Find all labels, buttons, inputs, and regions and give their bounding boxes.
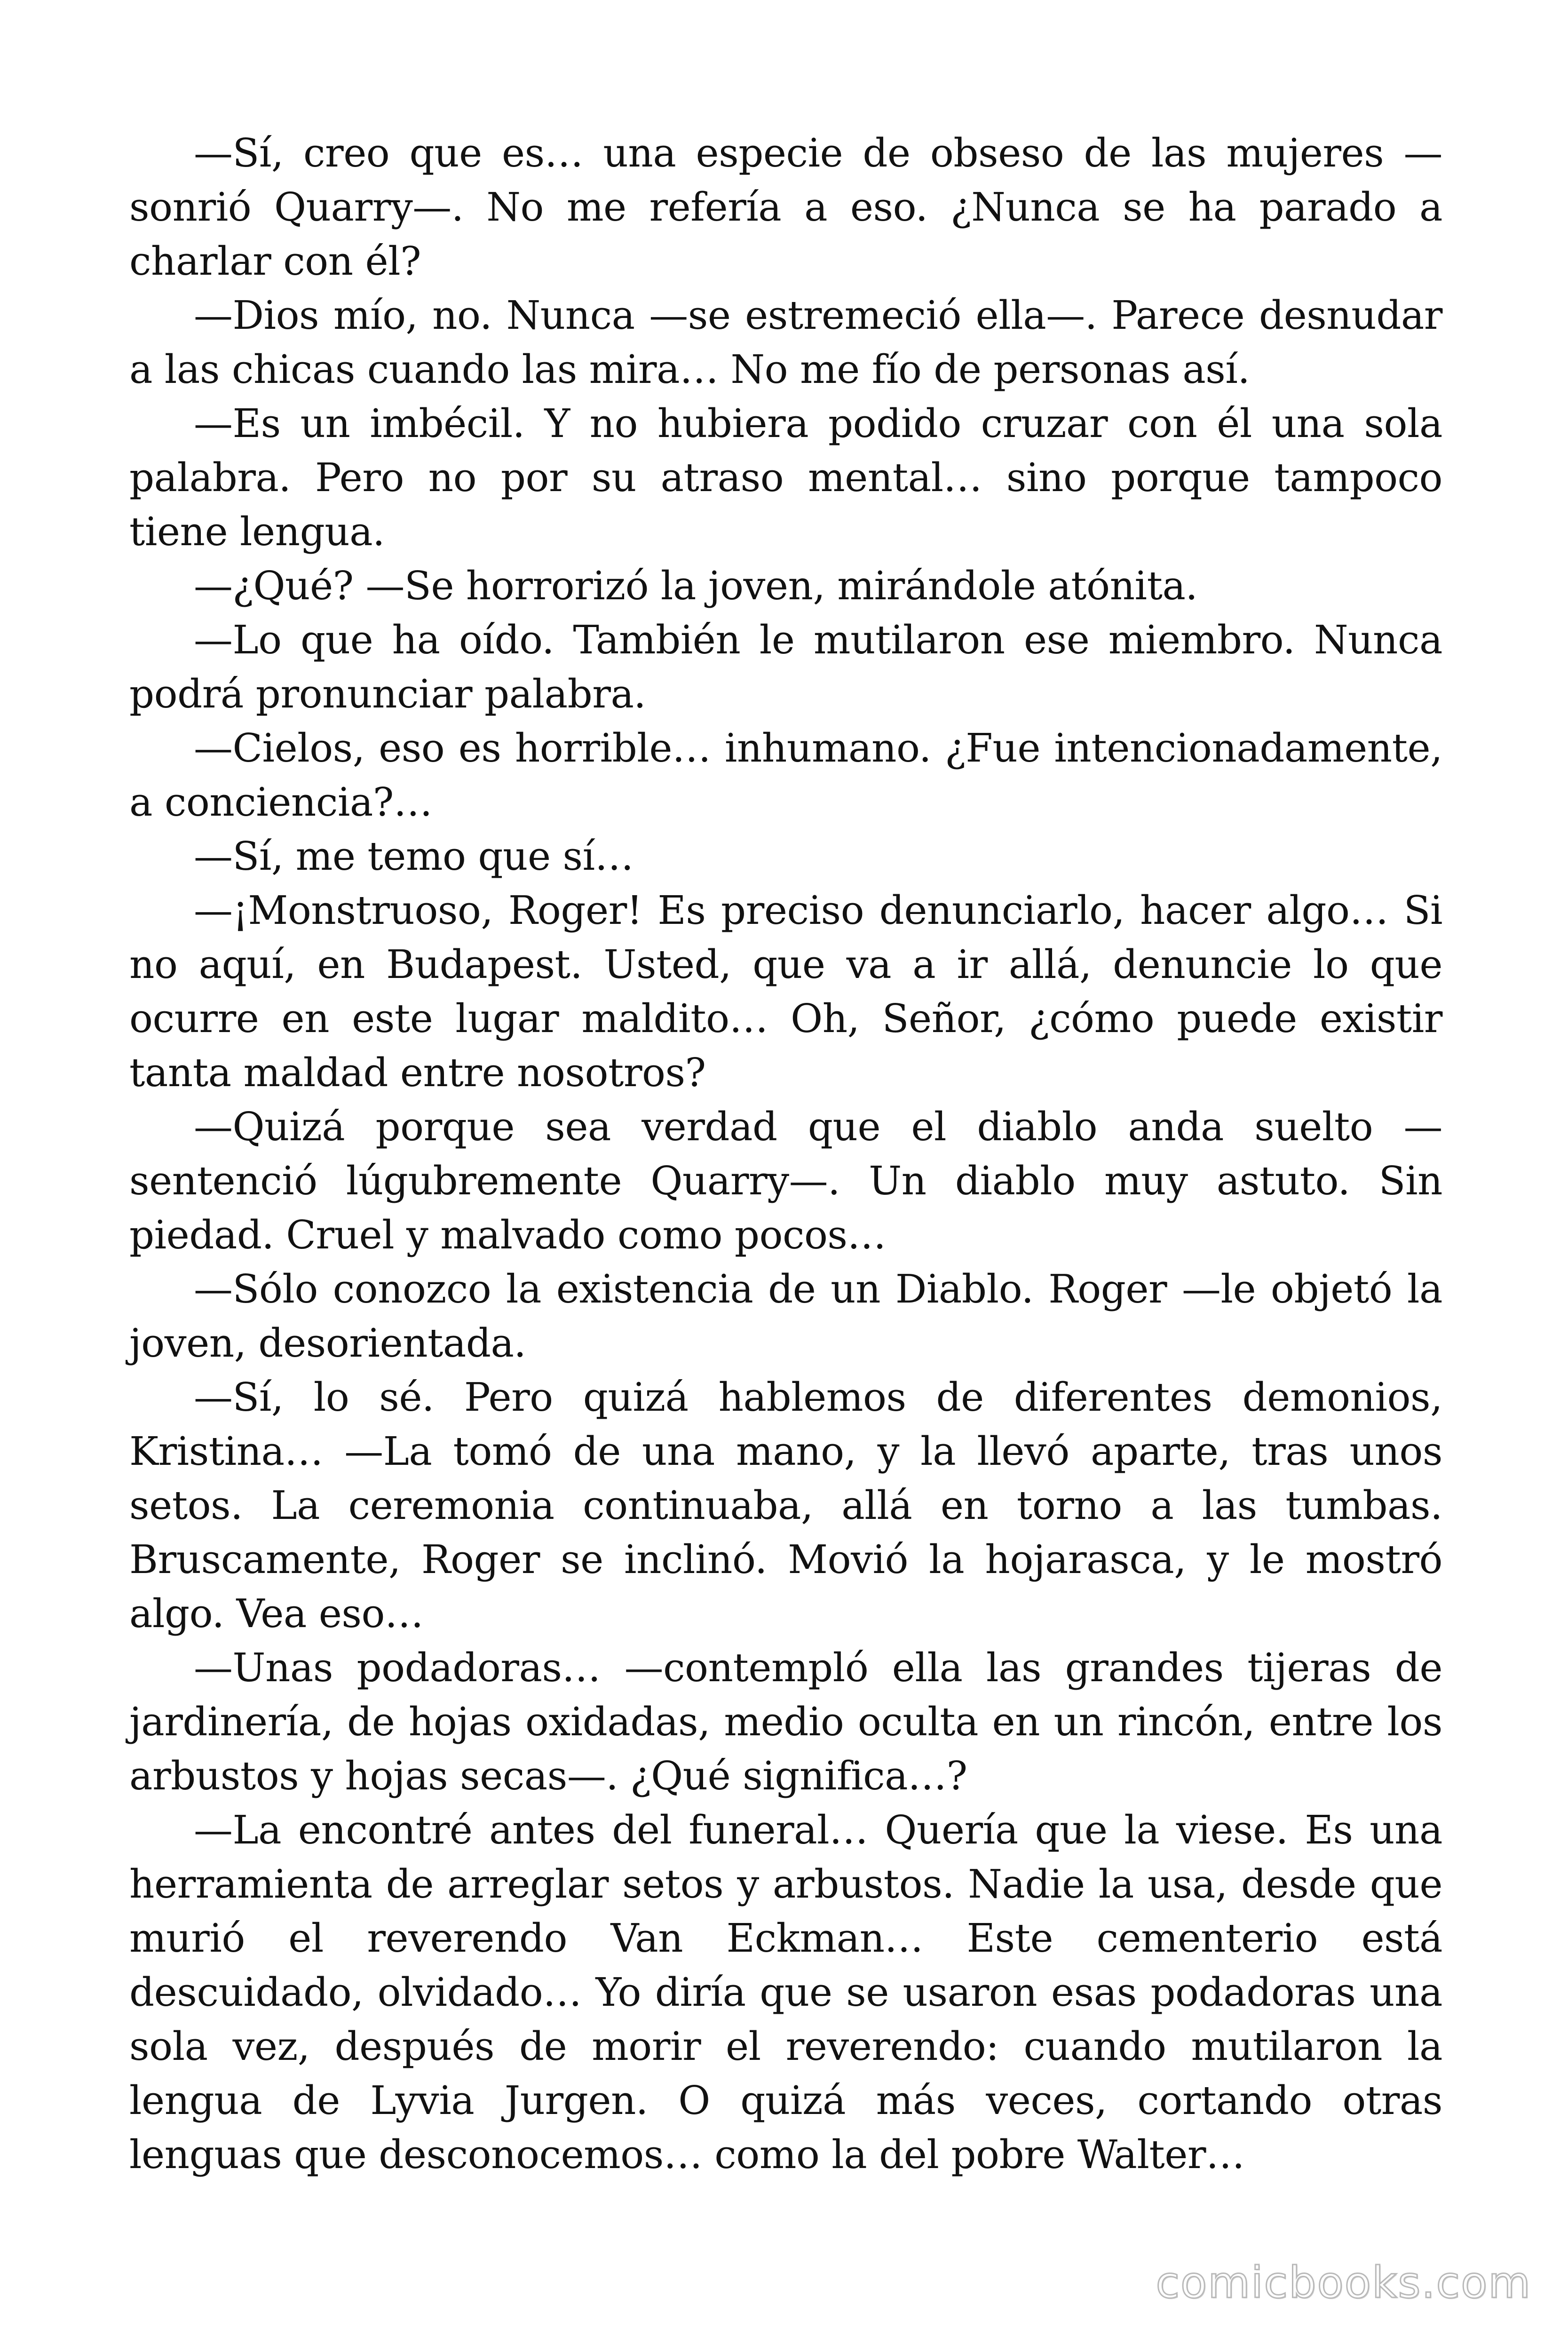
paragraph: —Sí, me temo que sí… xyxy=(194,834,634,879)
paragraph: —¿Qué? —Se horrorizó la joven, mirándole atónita. xyxy=(194,563,1198,609)
paragraph: —Quizá porque sea verdad que el diablo anda suelto —sentenció lúgubremente Quarry—. Un diablo muy astuto. Sin piedad. Cruel y malvado como pocos… xyxy=(129,1104,1442,1258)
paragraph: —Lo que ha oído. También le mutilaron ese miembro. Nunca podrá pronunciar palabra. xyxy=(129,617,1442,717)
paragraph: —Sólo conozco la existencia de un Diablo. Roger —le objetó la joven, desorientada. xyxy=(129,1266,1442,1366)
paragraph: —La encontré antes del funeral… Quería que la viese. Es una herramienta de arreglar setos y arbustos. Nadie la usa, desde que murió el reverendo Van Eckman… Este cementerio está descuidado, olvidado… Yo diría que se usaron esas podadoras una sola vez, después de morir el reverendo: cuando mutilaron la lengua de Lyvia Jurgen. O quizá más veces, cortando otras lenguas que desconocemos… como la del pobre Walter… xyxy=(129,1807,1442,2177)
paragraph: —Es un imbécil. Y no hubiera podido cruzar con él una sola palabra. Pero no por su atraso mental… sino porque tampoco tiene lengua. xyxy=(129,401,1442,555)
paragraph: —Sí, lo sé. Pero quizá hablemos de diferentes demonios, Kristina… —La tomó de una mano, y la llevó aparte, tras unos setos. La ceremonia continuaba, allá en torno a las tumbas. Bruscamente, Roger se inclinó. Movió la hojarasca, y le mostró algo. Vea eso… xyxy=(129,1375,1442,1637)
book-page-text xyxy=(129,126,1442,2182)
paragraph: —Sí, creo que es… una especie de obseso de las mujeres —sonrió Quarry—. No me refería a eso. ¿Nunca se ha parado a charlar con él? xyxy=(129,130,1442,284)
paragraph: —Unas podadoras… —contempló ella las grandes tijeras de jardinería, de hojas oxidadas, medio oculta en un rincón, entre los arbustos y hojas secas—. ¿Qué significa…? xyxy=(129,1645,1442,1799)
paragraph: —Cielos, eso es horrible… inhumano. ¿Fue intencionadamente, a conciencia?… xyxy=(129,725,1442,825)
watermark: comicbooks.com xyxy=(1156,2257,1531,2308)
paragraph: —¡Monstruoso, Roger! Es preciso denunciarlo, hacer algo… Si no aquí, en Budapest. Usted, que va a ir allá, denuncie lo que ocurre en este lugar maldito… Oh, Señor, ¿cómo puede existir tanta maldad entre nosotros? xyxy=(129,888,1442,1096)
paragraph: —Dios mío, no. Nunca —se estremeció ella—. Parece desnudar a las chicas cuando las mira… No me fío de personas así. xyxy=(129,293,1442,392)
